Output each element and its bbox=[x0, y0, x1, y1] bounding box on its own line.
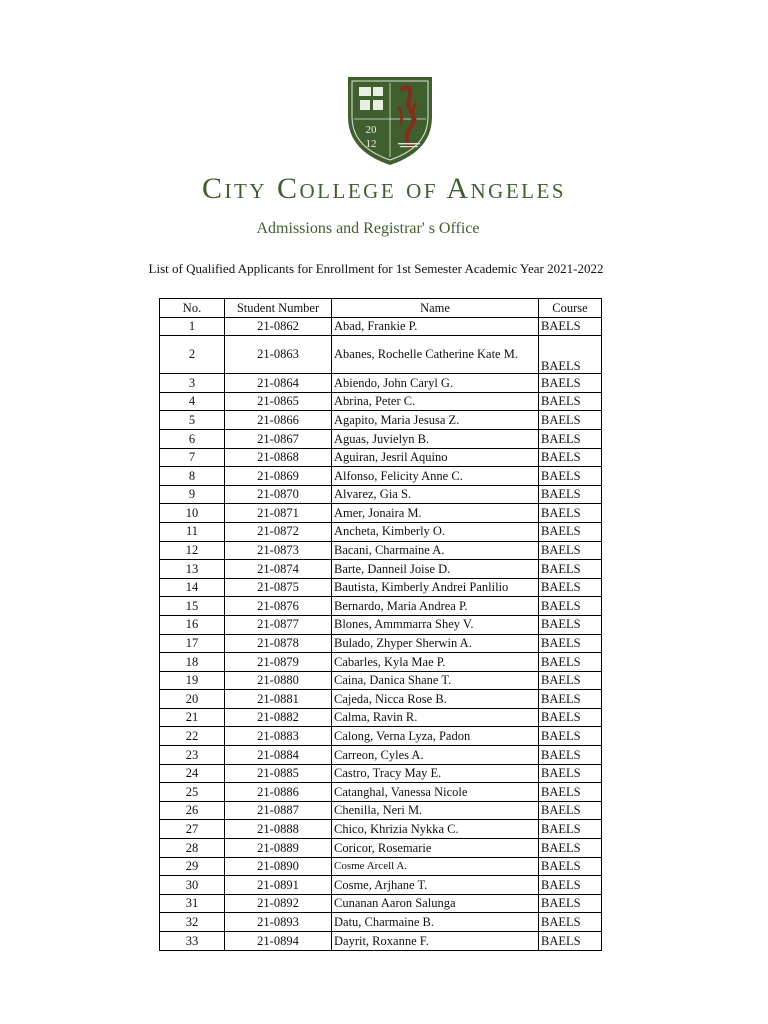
cell-name: Bernardo, Maria Andrea P. bbox=[332, 597, 539, 616]
college-name: City College of Angeles bbox=[202, 172, 566, 205]
cell-no: 30 bbox=[160, 876, 225, 895]
cell-student-number: 21-0893 bbox=[225, 913, 332, 932]
table-row bbox=[160, 876, 602, 895]
cell-course: BAELS bbox=[539, 578, 602, 597]
cell-name: Coricor, Rosemarie bbox=[332, 839, 539, 858]
cell-name: Dayrit, Roxanne F. bbox=[332, 932, 539, 951]
cell-name: Calma, Ravin R. bbox=[332, 708, 539, 727]
cell-student-number: 21-0866 bbox=[225, 411, 332, 430]
cell-student-number: 21-0871 bbox=[225, 504, 332, 523]
table-row bbox=[160, 411, 602, 430]
cell-name: Abrina, Peter C. bbox=[332, 392, 539, 411]
table-row bbox=[160, 653, 602, 672]
cell-course: BAELS bbox=[539, 746, 602, 765]
cell-student-number: 21-0876 bbox=[225, 597, 332, 616]
table-row bbox=[160, 913, 602, 932]
cell-course: BAELS bbox=[539, 522, 602, 541]
cell-student-number: 21-0892 bbox=[225, 894, 332, 913]
cell-course: BAELS bbox=[539, 392, 602, 411]
cell-student-number: 21-0873 bbox=[225, 541, 332, 560]
cell-course: BAELS bbox=[539, 708, 602, 727]
cell-no: 24 bbox=[160, 764, 225, 783]
cell-student-number: 21-0887 bbox=[225, 801, 332, 820]
cell-student-number: 21-0880 bbox=[225, 671, 332, 690]
cell-no: 6 bbox=[160, 429, 225, 448]
table-row bbox=[160, 746, 602, 765]
cell-name: Agapito, Maria Jesusa Z. bbox=[332, 411, 539, 430]
cell-course: BAELS bbox=[539, 336, 602, 374]
cell-course: BAELS bbox=[539, 541, 602, 560]
cell-course: BAELS bbox=[539, 727, 602, 746]
cell-student-number: 21-0878 bbox=[225, 634, 332, 653]
column-header-student-number: Student Number bbox=[225, 299, 332, 318]
cell-no: 4 bbox=[160, 392, 225, 411]
cell-course: BAELS bbox=[539, 801, 602, 820]
cell-student-number: 21-0881 bbox=[225, 690, 332, 709]
cell-course: BAELS bbox=[539, 764, 602, 783]
table-row bbox=[160, 671, 602, 690]
table-row bbox=[160, 336, 602, 374]
table-row bbox=[160, 504, 602, 523]
table-row bbox=[160, 783, 602, 802]
cell-student-number: 21-0884 bbox=[225, 746, 332, 765]
cell-student-number: 21-0864 bbox=[225, 374, 332, 393]
cell-no: 18 bbox=[160, 653, 225, 672]
cell-no: 12 bbox=[160, 541, 225, 560]
table-row bbox=[160, 839, 602, 858]
cell-name: Chenilla, Neri M. bbox=[332, 801, 539, 820]
table-row bbox=[160, 485, 602, 504]
cell-course: BAELS bbox=[539, 317, 602, 336]
cell-name: Barte, Danneil Joise D. bbox=[332, 560, 539, 579]
applicants-table bbox=[159, 298, 602, 951]
cell-student-number: 21-0870 bbox=[225, 485, 332, 504]
college-seal-icon bbox=[346, 73, 434, 167]
cell-name: Cabarles, Kyla Mae P. bbox=[332, 653, 539, 672]
cell-name: Datu, Charmaine B. bbox=[332, 913, 539, 932]
cell-course: BAELS bbox=[539, 932, 602, 951]
cell-student-number: 21-0877 bbox=[225, 615, 332, 634]
cell-name: Cunanan Aaron Salunga bbox=[332, 894, 539, 913]
table-header-row bbox=[160, 299, 602, 318]
table-row bbox=[160, 764, 602, 783]
cell-course: BAELS bbox=[539, 671, 602, 690]
cell-student-number: 21-0865 bbox=[225, 392, 332, 411]
cell-course: BAELS bbox=[539, 839, 602, 858]
cell-student-number: 21-0874 bbox=[225, 560, 332, 579]
table-row bbox=[160, 467, 602, 486]
table-row bbox=[160, 374, 602, 393]
cell-no: 20 bbox=[160, 690, 225, 709]
cell-no: 9 bbox=[160, 485, 225, 504]
cell-name: Castro, Tracy May E. bbox=[332, 764, 539, 783]
cell-course: BAELS bbox=[539, 894, 602, 913]
cell-no: 5 bbox=[160, 411, 225, 430]
cell-course: BAELS bbox=[539, 560, 602, 579]
table-row bbox=[160, 820, 602, 839]
cell-no: 27 bbox=[160, 820, 225, 839]
cell-course: BAELS bbox=[539, 857, 602, 876]
cell-student-number: 21-0885 bbox=[225, 764, 332, 783]
cell-no: 14 bbox=[160, 578, 225, 597]
cell-student-number: 21-0867 bbox=[225, 429, 332, 448]
cell-no: 31 bbox=[160, 894, 225, 913]
cell-no: 33 bbox=[160, 932, 225, 951]
cell-course: BAELS bbox=[539, 374, 602, 393]
column-header-name: Name bbox=[332, 299, 539, 318]
table-row bbox=[160, 634, 602, 653]
cell-name: Caina, Danica Shane T. bbox=[332, 671, 539, 690]
table-row bbox=[160, 727, 602, 746]
cell-course: BAELS bbox=[539, 615, 602, 634]
table-row bbox=[160, 857, 602, 876]
cell-no: 16 bbox=[160, 615, 225, 634]
cell-no: 1 bbox=[160, 317, 225, 336]
cell-name: Cajeda, Nicca Rose B. bbox=[332, 690, 539, 709]
cell-name: Alvarez, Gia S. bbox=[332, 485, 539, 504]
cell-name: Ancheta, Kimberly O. bbox=[332, 522, 539, 541]
cell-no: 32 bbox=[160, 913, 225, 932]
cell-course: BAELS bbox=[539, 485, 602, 504]
cell-name: Catanghal, Vanessa Nicole bbox=[332, 783, 539, 802]
table-row bbox=[160, 708, 602, 727]
cell-name: Bacani, Charmaine A. bbox=[332, 541, 539, 560]
list-title: List of Qualified Applicants for Enrollment for 1st Semester Academic Year 2021-2022 bbox=[148, 261, 604, 276]
cell-no: 3 bbox=[160, 374, 225, 393]
cell-name: Aguas, Juvielyn B. bbox=[332, 429, 539, 448]
cell-student-number: 21-0869 bbox=[225, 467, 332, 486]
cell-student-number: 21-0890 bbox=[225, 857, 332, 876]
cell-no: 22 bbox=[160, 727, 225, 746]
cell-student-number: 21-0891 bbox=[225, 876, 332, 895]
cell-name: Aguiran, Jesril Aquino bbox=[332, 448, 539, 467]
cell-course: BAELS bbox=[539, 634, 602, 653]
cell-course: BAELS bbox=[539, 653, 602, 672]
cell-student-number: 21-0889 bbox=[225, 839, 332, 858]
cell-course: BAELS bbox=[539, 448, 602, 467]
column-header-no: No. bbox=[160, 299, 225, 318]
cell-no: 15 bbox=[160, 597, 225, 616]
cell-student-number: 21-0872 bbox=[225, 522, 332, 541]
cell-course: BAELS bbox=[539, 783, 602, 802]
cell-name: Abanes, Rochelle Catherine Kate M. bbox=[332, 336, 539, 374]
table-row bbox=[160, 932, 602, 951]
table-row bbox=[160, 894, 602, 913]
cell-no: 2 bbox=[160, 336, 225, 374]
office-name: Admissions and Registrar' s Office bbox=[256, 220, 480, 237]
cell-student-number: 21-0894 bbox=[225, 932, 332, 951]
table-row bbox=[160, 448, 602, 467]
cell-course: BAELS bbox=[539, 913, 602, 932]
cell-student-number: 21-0863 bbox=[225, 336, 332, 374]
seal-year-bottom: 12 bbox=[365, 138, 377, 150]
cell-no: 17 bbox=[160, 634, 225, 653]
table-row bbox=[160, 522, 602, 541]
cell-no: 11 bbox=[160, 522, 225, 541]
cell-student-number: 21-0879 bbox=[225, 653, 332, 672]
cell-course: BAELS bbox=[539, 820, 602, 839]
cell-course: BAELS bbox=[539, 597, 602, 616]
cell-name: Cosme Arcell A. bbox=[332, 857, 539, 876]
cell-no: 10 bbox=[160, 504, 225, 523]
table-row bbox=[160, 317, 602, 336]
cell-no: 26 bbox=[160, 801, 225, 820]
cell-no: 7 bbox=[160, 448, 225, 467]
cell-no: 28 bbox=[160, 839, 225, 858]
column-header-course: Course bbox=[539, 299, 602, 318]
cell-name: Carreon, Cyles A. bbox=[332, 746, 539, 765]
table-row bbox=[160, 801, 602, 820]
cell-name: Bulado, Zhyper Sherwin A. bbox=[332, 634, 539, 653]
cell-course: BAELS bbox=[539, 504, 602, 523]
table-row bbox=[160, 541, 602, 560]
cell-student-number: 21-0862 bbox=[225, 317, 332, 336]
cell-course: BAELS bbox=[539, 411, 602, 430]
table-row bbox=[160, 597, 602, 616]
table-row bbox=[160, 560, 602, 579]
cell-name: Abiendo, John Caryl G. bbox=[332, 374, 539, 393]
table-row bbox=[160, 615, 602, 634]
cell-name: Calong, Verna Lyza, Padon bbox=[332, 727, 539, 746]
cell-course: BAELS bbox=[539, 690, 602, 709]
table-row bbox=[160, 690, 602, 709]
table-row bbox=[160, 392, 602, 411]
cell-name: Amer, Jonaira M. bbox=[332, 504, 539, 523]
cell-student-number: 21-0882 bbox=[225, 708, 332, 727]
cell-student-number: 21-0868 bbox=[225, 448, 332, 467]
cell-course: BAELS bbox=[539, 876, 602, 895]
cell-name: Cosme, Arjhane T. bbox=[332, 876, 539, 895]
cell-no: 29 bbox=[160, 857, 225, 876]
cell-no: 13 bbox=[160, 560, 225, 579]
cell-name: Chico, Khrizia Nykka C. bbox=[332, 820, 539, 839]
cell-student-number: 21-0883 bbox=[225, 727, 332, 746]
cell-course: BAELS bbox=[539, 467, 602, 486]
seal-year-top: 20 bbox=[365, 124, 377, 136]
cell-name: Blones, Ammmarra Shey V. bbox=[332, 615, 539, 634]
cell-no: 19 bbox=[160, 671, 225, 690]
cell-no: 21 bbox=[160, 708, 225, 727]
cell-no: 23 bbox=[160, 746, 225, 765]
cell-student-number: 21-0875 bbox=[225, 578, 332, 597]
cell-student-number: 21-0886 bbox=[225, 783, 332, 802]
cell-name: Alfonso, Felicity Anne C. bbox=[332, 467, 539, 486]
cell-no: 8 bbox=[160, 467, 225, 486]
cell-student-number: 21-0888 bbox=[225, 820, 332, 839]
cell-course: BAELS bbox=[539, 429, 602, 448]
cell-name: Bautista, Kimberly Andrei Panlilio bbox=[332, 578, 539, 597]
cell-no: 25 bbox=[160, 783, 225, 802]
table-row bbox=[160, 429, 602, 448]
table-row bbox=[160, 578, 602, 597]
cell-name: Abad, Frankie P. bbox=[332, 317, 539, 336]
